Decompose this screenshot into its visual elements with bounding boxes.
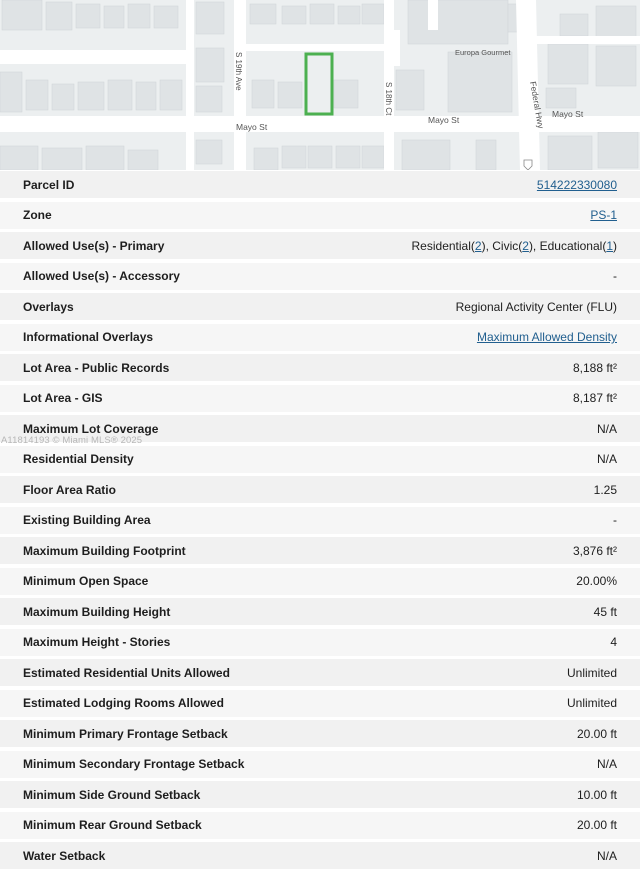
- row-label: Maximum Lot Coverage: [23, 421, 159, 436]
- row-value: 1.25: [593, 482, 617, 497]
- row-value-link[interactable]: Maximum Allowed Density: [476, 330, 617, 344]
- row-value: -: [613, 269, 617, 283]
- table-row: [0, 171, 640, 198]
- row-value: N/A: [596, 421, 617, 436]
- row-value: 8,188 ft²: [572, 360, 617, 375]
- street-label-mayo-right: Mayo St: [552, 109, 584, 119]
- table-row: [0, 202, 640, 229]
- street-label-mayo-left: Mayo St: [236, 122, 268, 132]
- row-label: Minimum Secondary Frontage Setback: [23, 757, 245, 771]
- row-label: Lot Area - GIS: [23, 391, 103, 405]
- table-row: [0, 354, 640, 381]
- row-label: Parcel ID: [23, 177, 75, 192]
- row-label: Minimum Rear Ground Setback: [23, 818, 202, 832]
- table-row: [0, 781, 640, 808]
- row-value: 20.00%: [576, 574, 617, 588]
- table-row: [0, 842, 640, 869]
- row-value: 20.00 ft: [576, 726, 617, 741]
- row-value: [537, 178, 617, 192]
- use-text: ): [613, 238, 617, 253]
- row-value: Regional Activity Center (FLU): [455, 299, 617, 314]
- table-row: [0, 598, 640, 625]
- table-row: [0, 659, 640, 686]
- row-value: [412, 239, 617, 253]
- table-row: [0, 232, 640, 259]
- row-value: N/A: [596, 848, 617, 863]
- row-label: Informational Overlays: [23, 330, 154, 344]
- use-text: ), Educational(: [528, 238, 607, 253]
- use-count-link[interactable]: 2: [522, 238, 529, 253]
- row-label: Overlays: [23, 299, 74, 314]
- table-row: [0, 690, 640, 717]
- row-value: N/A: [596, 452, 617, 466]
- row-label: Estimated Lodging Rooms Allowed: [23, 696, 224, 710]
- row-label: Minimum Primary Frontage Setback: [23, 726, 228, 741]
- map-canvas: [0, 0, 640, 170]
- table-row: [0, 263, 640, 290]
- use-count-link[interactable]: 1: [606, 238, 613, 253]
- row-value: Unlimited: [566, 665, 617, 680]
- watermark: A11814193 © Miami MLS® 2025: [1, 435, 143, 446]
- row-value: [590, 208, 617, 222]
- row-label: Maximum Building Footprint: [23, 543, 186, 558]
- parcel-map[interactable]: [0, 0, 640, 170]
- table-row: [0, 812, 640, 839]
- row-label: Minimum Open Space: [23, 574, 149, 588]
- row-value: 3,876 ft²: [572, 543, 617, 558]
- row-value: 45 ft: [593, 604, 617, 619]
- row-label: Water Setback: [23, 848, 106, 863]
- table-row: [0, 385, 640, 412]
- row-value: 10.00 ft: [576, 787, 617, 802]
- poi-label: Europa Gourmet: [455, 48, 511, 57]
- table-row: [0, 568, 640, 595]
- row-value: 8,187 ft²: [572, 391, 617, 405]
- row-value: 20.00 ft: [576, 818, 617, 832]
- row-label: Residential Density: [23, 452, 134, 466]
- row-label: Existing Building Area: [23, 513, 151, 527]
- row-value: Unlimited: [566, 696, 617, 710]
- row-value-link[interactable]: 514222330080: [536, 177, 617, 192]
- row-label: Lot Area - Public Records: [23, 360, 170, 375]
- row-value-link[interactable]: PS-1: [590, 208, 617, 222]
- table-row: [0, 751, 640, 778]
- street-label-federal: Federal Hwy: [528, 80, 547, 130]
- row-value: [477, 330, 617, 344]
- street-label-mayo-mid: Mayo St: [428, 115, 460, 125]
- street-label-s18: S 18th Ct: [384, 82, 393, 116]
- row-label: Maximum Height - Stories: [23, 635, 171, 649]
- row-value: -: [613, 513, 617, 527]
- row-label: Allowed Use(s) - Primary: [23, 238, 165, 253]
- row-label: Allowed Use(s) - Accessory: [23, 269, 180, 283]
- table-row: [0, 629, 640, 656]
- row-label: Maximum Building Height: [23, 604, 171, 619]
- table-row: [0, 537, 640, 564]
- use-text: Residential(: [411, 238, 475, 253]
- table-row: [0, 476, 640, 503]
- row-label: Estimated Residential Units Allowed: [23, 665, 230, 680]
- row-value: N/A: [596, 757, 617, 771]
- row-label: Zone: [23, 208, 52, 222]
- table-row: [0, 293, 640, 320]
- table-row: [0, 507, 640, 534]
- street-label-s19: S 19th Ave: [234, 52, 243, 91]
- use-text: ), Civic(: [481, 238, 523, 253]
- table-row: [0, 324, 640, 351]
- row-label: Minimum Side Ground Setback: [23, 787, 201, 802]
- use-count-link[interactable]: 2: [474, 238, 482, 253]
- row-value: 4: [610, 635, 617, 649]
- zoning-table: [0, 171, 640, 873]
- table-row: [0, 446, 640, 473]
- row-label: Floor Area Ratio: [23, 482, 116, 497]
- table-row: [0, 720, 640, 747]
